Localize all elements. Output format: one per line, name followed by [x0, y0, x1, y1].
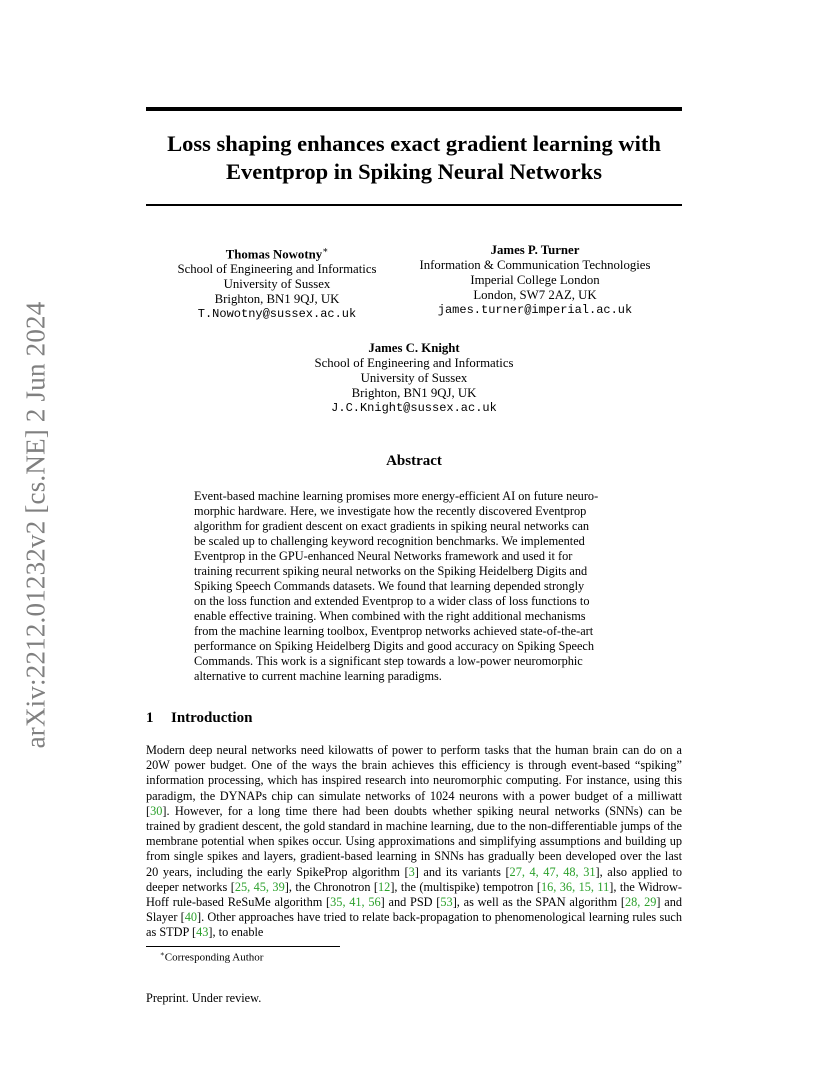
footnote: [160, 950, 263, 964]
abstract-line: be scaled up to challenging keyword recognition benchmarks. We implemented: [194, 534, 585, 548]
abstract-body: [194, 489, 636, 684]
footnote-rule: [146, 946, 340, 947]
section-heading-introduction: [146, 710, 252, 727]
author-email: james.turner@imperial.ac.uk: [437, 303, 633, 317]
citation-link[interactable]: 40: [184, 910, 198, 925]
citation-link[interactable]: 35, 41, 56: [330, 895, 381, 910]
author-name: James P. Turner: [490, 243, 580, 257]
citation-link[interactable]: 3: [408, 864, 415, 879]
author-address: Brighton, BN1 9QJ, UK: [351, 386, 477, 400]
intro-text: ], the (multispike) tempotron [: [390, 879, 541, 894]
abstract-line: Commands. This work is a significant step towards a low-power neuromorphic: [194, 654, 583, 668]
abstract-line: training recurrent spiking neural networks on the Spiking Heidelberg Digits and: [194, 564, 588, 578]
citation-link[interactable]: 25, 45, 39: [234, 879, 285, 894]
author-name: James C. Knight: [368, 341, 460, 355]
intro-text: ] and PSD [: [380, 895, 441, 910]
citation-link[interactable]: 27, 4, 47, 48, 31: [509, 864, 596, 879]
citation-link[interactable]: 43: [196, 925, 209, 940]
author-email: T.Nowotny@sussex.ac.uk: [197, 307, 357, 322]
citation-link[interactable]: 28, 29: [624, 895, 657, 910]
abstract-line: on the loss function and extended Eventprop to a wider class of loss functions to: [194, 594, 590, 608]
author-institution: University of Sussex: [223, 277, 331, 292]
abstract-line: algorithm for gradient descent on exact gradients in spiking neural networks can: [194, 519, 590, 533]
abstract-heading: Abstract: [386, 453, 442, 469]
introduction-paragraph: [146, 743, 682, 941]
section-number: 1: [146, 710, 154, 726]
intro-text: ]. However, for a long time there had been doubts whether spiking neural networks (SNNs) can be trained by gradient descent, the gold standard in machine learning, due to the non-differentiable jumps of the membrane potential when spikes occur. Using approximations and simplifying assumptions and building up from single spikes and layers, gradient-based learning in SNNs has gradually been developed over the last 20 years, including the early SpikeProp algorithm [: [146, 803, 682, 879]
author-name: Thomas Nowotny∗: [225, 245, 329, 262]
author-affiliation: School of Engineering and Informatics: [314, 356, 514, 370]
corresponding-author-mark: ∗: [322, 245, 329, 255]
intro-text: ], to enable: [208, 925, 264, 940]
preprint-notice: Preprint. Under review.: [146, 991, 262, 1005]
intro-text: Modern deep neural networks need kilowatts of power to perform tasks that the human brain can do on a 20W power budget. One of the ways the brain achieves this efficiency is through event-based “spiking” information processing, which has inspired research into neuromorphic computing. For instance, using this paradigm, the DYNAPs chip can simulate networks of 1024 neurons with a power budget of a milliwatt [: [146, 743, 682, 818]
footnote-text: Corresponding Author: [164, 951, 264, 964]
author-block-nowotny: [150, 243, 404, 322]
title-bottom-rule: [146, 204, 682, 206]
citation-link[interactable]: 16, 36, 15, 11: [540, 879, 610, 894]
section-title: Introduction: [171, 710, 253, 726]
abstract-line: Event-based machine learning promises more energy-efficient AI on future neuro-: [194, 489, 599, 503]
author-address: Brighton, BN1 9QJ, UK: [214, 292, 340, 307]
paper-title-line-2: Eventprop in Spiking Neural Networks: [226, 159, 602, 184]
footnote-mark: ∗: [160, 950, 165, 958]
arxiv-identifier-stamp: arXiv:2212.01232v2 [cs.NE] 2 Jun 2024: [20, 301, 51, 749]
intro-text: ], as well as the SPAN algorithm [: [452, 895, 625, 910]
intro-text: ], the Widrow-Hoff rule-based ReSuMe algorithm [: [146, 879, 682, 910]
abstract-line: morphic hardware. Here, we investigate how the recently discovered Eventprop: [194, 504, 587, 518]
abstract-line: Spiking Speech Commands datasets. We found that learning depended strongly: [194, 579, 585, 593]
intro-text: ], also applied to deeper networks [: [146, 864, 682, 894]
author-affiliation: Information & Communication Technologies: [419, 258, 651, 272]
author-email: J.C.Knight@sussex.ac.uk: [331, 401, 497, 415]
abstract-line: Eventprop in the GPU-enhanced Neural Networks framework and used it for: [194, 549, 573, 563]
citation-link[interactable]: 30: [150, 803, 163, 818]
author-institution: University of Sussex: [360, 371, 468, 385]
intro-text: ] and Slayer [: [146, 895, 682, 925]
intro-text: ] and its variants [: [414, 864, 510, 879]
author-block-turner: [405, 243, 665, 318]
author-institution: Imperial College London: [470, 273, 600, 287]
abstract-line: alternative to current machine learning paradigms.: [194, 669, 442, 683]
author-address: London, SW7 2AZ, UK: [473, 288, 597, 302]
title-top-rule: [146, 107, 682, 111]
intro-text: ], the Chronotron [: [284, 879, 379, 894]
paper-title-line-1: Loss shaping enhances exact gradient learning with: [167, 131, 661, 156]
abstract-line: from the machine learning toolbox, Eventprop networks achieved state-of-the-art: [194, 624, 594, 638]
paper-title: [146, 130, 682, 186]
author-block-knight: [287, 341, 541, 416]
author-affiliation: School of Engineering and Informatics: [177, 262, 377, 277]
citation-link[interactable]: 53: [440, 895, 453, 910]
citation-link[interactable]: 12: [378, 879, 391, 894]
intro-text: ]. Other approaches have tried to relate back-propagation to phenomenological learning rules such as STDP [: [146, 910, 682, 940]
abstract-line: enable effective training. When combined with the right additional mechanisms: [194, 609, 586, 623]
abstract-line: performance on Spiking Heidelberg Digits and good accuracy on Spiking Speech: [194, 639, 595, 653]
